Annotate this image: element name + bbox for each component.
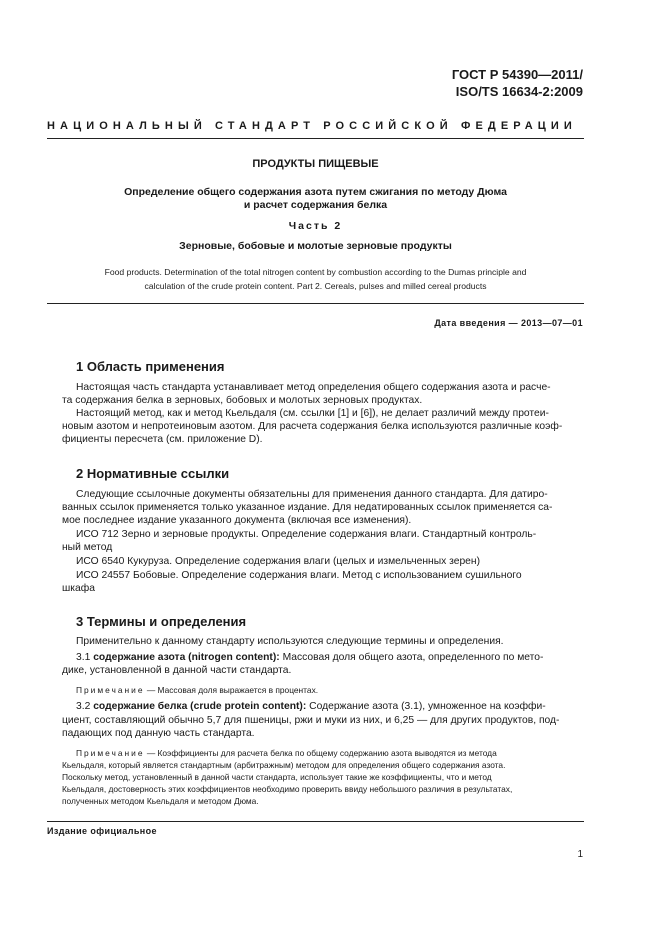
term-nitrogen-content [76, 652, 583, 663]
title-rule [47, 303, 584, 304]
title-part-name: Зерновые, бобовые и молотые зерновые продукты [179, 240, 452, 252]
reference-iso-712-cont: ный метод [62, 542, 113, 553]
section1-line: та содержания белка в зерновых, бобовых и молотых зерновых продуктах. [62, 395, 423, 406]
note2-line: полученных методом Кьельдаля и методом Дюма. [62, 796, 259, 806]
english-title-line2: calculation of the crude protein content. Part 2. Cereals, pulses and milled cereal products [144, 281, 487, 291]
section1-heading: 1 Область применения [76, 359, 225, 374]
official-edition: Издание официальное [47, 826, 157, 836]
standard-code-line2: ISO/TS 16634-2:2009 [455, 84, 583, 99]
note2-label: Примечание [76, 748, 145, 758]
standard-code-line1: ГОСТ Р 54390—2011/ [451, 67, 583, 82]
section2-heading: 2 Нормативные ссылки [76, 466, 230, 481]
note1-text: — Массовая доля выражается в процентах. [146, 685, 319, 695]
national-standard-banner: НАЦИОНАЛЬНЫЙ СТАНДАРТ РОССИЙСКОЙ ФЕДЕРАЦИИ [47, 120, 577, 132]
note2-line: Кьельдаля, достоверность этих коэффициентов необходимо проверить ввиду небольшого различия в результатах, [62, 784, 513, 794]
note2-line: Поскольку метод, установленный в данной части стандарта, использует такие же коэффициенты, что и метод [62, 772, 492, 782]
term2-number: 3.2 [76, 701, 91, 712]
note1-label: Примечание [76, 685, 145, 695]
term1-number: 3.1 [76, 652, 91, 663]
title-main: ПРОДУКТЫ ПИЩЕВЫЕ [252, 158, 379, 170]
section3-intro: Применительно к данному стандарту используются следующие термины и определения. [76, 636, 504, 647]
note2-text: — Коэффициенты для расчета белка по общему содержанию азота выводятся из метода [146, 748, 497, 758]
section1-line: Настоящая часть стандарта устанавливает метод определения общего содержания азота и расче- [76, 382, 551, 393]
section3-heading: 3 Термины и определения [76, 614, 247, 629]
term1-continuation: дике, установленной в данной части стандарта. [62, 665, 292, 676]
date-of-introduction: Дата введения — 2013—07—01 [434, 318, 583, 328]
term-crude-protein-content [76, 701, 583, 712]
section1-line: Настоящий метод, как и метод Кьельдаля (см. ссылки [1] и [6]), не делает различий между протеи- [76, 408, 549, 419]
section1-line: фициенты пересчета (см. приложение D). [62, 434, 263, 445]
term2-definition: Содержание азота (3.1), умноженное на коэффи- [309, 701, 546, 712]
footer-rule [47, 821, 584, 822]
term1-definition: Массовая доля общего азота, определенного по мето- [282, 652, 544, 663]
term2-continuation: циент, составляющий обычно 5,7 для пшеницы, ржи и муки из них, и 6,25 — для других продуктов, под- [62, 715, 560, 726]
reference-iso-712: ИСО 712 Зерно и зерновые продукты. Определение содержания влаги. Стандартный контроль- [76, 529, 537, 540]
term1-term: содержание азота (nitrogen content): [93, 652, 280, 663]
title-part: Часть 2 [288, 220, 343, 232]
term2-term: содержание белка (crude protein content): [93, 701, 307, 712]
note-1 [76, 685, 583, 695]
reference-iso-6540: ИСО 6540 Кукуруза. Определение содержания влаги (целых и измельченных зерен) [76, 556, 481, 567]
note2-line: Кьельдаля, который является стандартным (арбитражным) методом для определения общего содержания азота. [62, 760, 506, 770]
reference-iso-24557: ИСО 24557 Бобовые. Определение содержания влаги. Метод с использованием сушильного [76, 570, 522, 581]
section1-line: новым азотом и непротеиновым азотом. Для расчета содержания белка используются различные коэф- [62, 421, 563, 432]
header-rule [47, 138, 584, 139]
note-2 [76, 748, 583, 758]
english-title-line1: Food products. Determination of the total nitrogen content by combustion according to the Dumas principle and [104, 267, 527, 277]
term2-continuation: падающих под данную часть стандарта. [62, 728, 255, 739]
section2-line: мое последнее издание указанного документа (включая все изменения). [62, 515, 412, 526]
section2-line: ванных ссылок применяется только указанное издание. Для недатированных ссылок применяется са- [62, 502, 553, 513]
reference-iso-24557-cont: шкафа [62, 583, 95, 594]
title-sub-line2: и расчет содержания белка [243, 199, 388, 211]
page-number: 1 [577, 849, 583, 860]
title-sub-line1: Определение общего содержания азота путем сжигания по методу Дюма [124, 186, 507, 198]
section2-line: Следующие ссылочные документы обязательны для применения данного стандарта. Для датиро- [76, 489, 548, 500]
